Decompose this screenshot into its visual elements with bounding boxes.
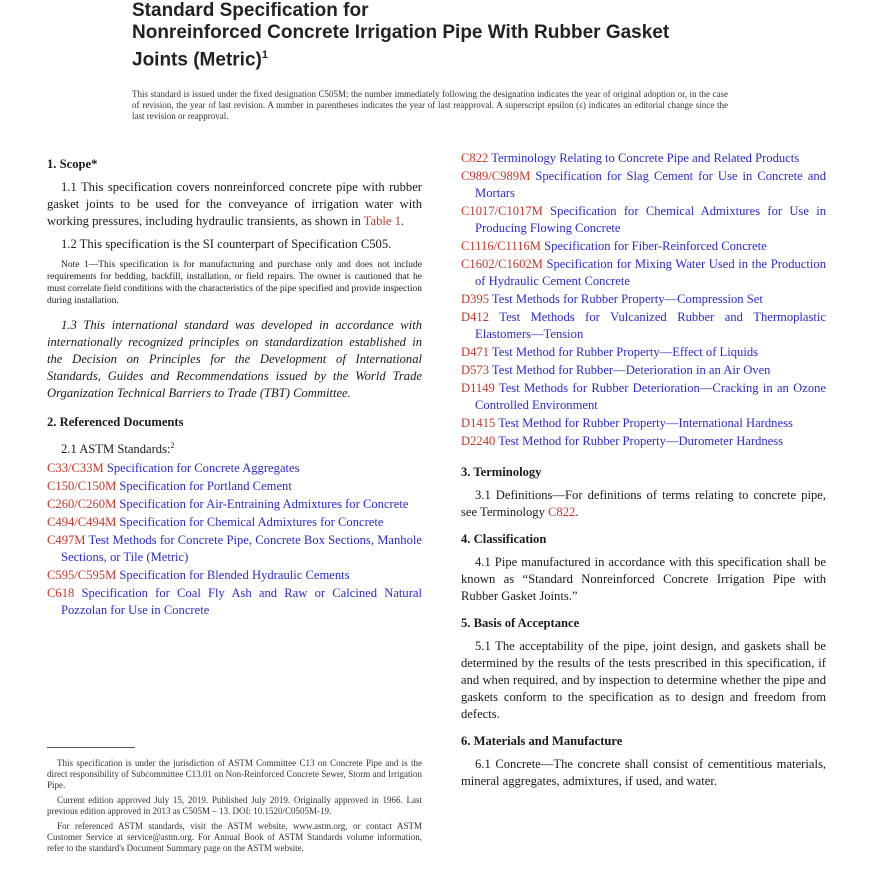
paragraph-3-1 bbox=[461, 487, 826, 521]
title-line-1: Standard Specification for bbox=[132, 0, 369, 21]
reference-item[interactable] bbox=[461, 362, 826, 379]
reference-code[interactable]: C33/C33M bbox=[47, 461, 104, 476]
reference-code[interactable]: D1149 bbox=[461, 381, 495, 395]
reference-item[interactable] bbox=[461, 309, 826, 343]
section-heading-materials: 6. Materials and Manufacture bbox=[461, 734, 623, 748]
section-heading-referenced-documents: 2. Referenced Documents bbox=[47, 415, 184, 429]
c822-link[interactable]: C822 bbox=[548, 505, 576, 519]
title-footnote-marker: 1 bbox=[261, 49, 268, 61]
section-heading-classification: 4. Classification bbox=[461, 532, 547, 546]
paragraph-3-1-end: . bbox=[575, 505, 579, 519]
reference-title[interactable]: Test Methods for Rubber Deterioration—Cracking in an Ozone Controlled Environment bbox=[475, 381, 826, 412]
reference-code[interactable]: D573 bbox=[461, 363, 489, 377]
reference-code[interactable]: C1017/C1017M bbox=[461, 204, 543, 218]
reference-item[interactable] bbox=[461, 380, 826, 414]
footnote-1: This specification is under the jurisdiction of ASTM Committee C13 on Concrete Pipe and is the direct responsibility of Subcommittee C13.01 on Non-Reinforced Concrete Sewer, Storm and Irrigation Pipe. bbox=[47, 758, 422, 790]
paragraph-4-1: 4.1 Pipe manufactured in accordance with this specification shall be known as “Standard Nonreinforced Concrete Irrigation Pipe with Rubber Gasket Joints.” bbox=[461, 555, 826, 603]
reference-item[interactable] bbox=[461, 344, 826, 361]
footnote-1-edition: Current edition approved July 15, 2019. Published July 2019. Originally approved in 1966. Last previous edition approved in 2013 as C505M – 13. DOI: 10.1520/C0505M-19. bbox=[47, 795, 422, 816]
reference-title[interactable]: Specification for Chemical Admixtures for Use in Producing Flowing Concrete bbox=[475, 204, 826, 235]
right-column bbox=[461, 150, 826, 796]
reference-item[interactable] bbox=[461, 150, 826, 167]
title-line-2: Nonreinforced Concrete Irrigation Pipe With Rubber Gasket bbox=[132, 22, 670, 43]
reference-code[interactable]: C822 bbox=[461, 151, 489, 165]
reference-item[interactable] bbox=[461, 291, 826, 308]
reference-title[interactable]: Specification for Air-Entraining Admixtures for Concrete bbox=[116, 497, 409, 512]
reference-item[interactable] bbox=[47, 514, 422, 531]
reference-code[interactable]: D1415 bbox=[461, 416, 496, 430]
reference-title[interactable]: Test Methods for Concrete Pipe, Concrete Box Sections, Manhole Sections, or Tile (Metric) bbox=[61, 533, 422, 565]
title-line-3-text: Joints (Metric) bbox=[132, 49, 262, 71]
reference-code[interactable]: D471 bbox=[461, 345, 489, 359]
reference-code[interactable]: C618 bbox=[47, 586, 75, 601]
reference-item[interactable] bbox=[47, 567, 422, 584]
reference-code[interactable]: C497M bbox=[47, 533, 86, 548]
designation-notice: This standard is issued under the fixed designation C505M; the number immediately following the designation indicates the year of original adoption or, in the case of revision, the year of last revision. A number in parentheses indicates the year of last reapproval. A superscript epsilon (ε) indicates an editorial change since the last revision or reapproval. bbox=[132, 89, 728, 121]
reference-title[interactable]: Test Methods for Vulcanized Rubber and Thermoplastic Elastomers—Tension bbox=[475, 310, 826, 341]
paragraph-6-1: 6.1 Concrete—The concrete shall consist of cementitious materials, mineral aggregates, admixtures, if used, and water. bbox=[461, 757, 826, 788]
reference-code[interactable]: D2240 bbox=[461, 434, 496, 448]
section-heading-terminology: 3. Terminology bbox=[461, 465, 542, 479]
reference-title[interactable]: Specification for Chemical Admixtures for Concrete bbox=[116, 515, 384, 530]
paragraph-3-1-text: 3.1 Definitions—For definitions of terms relating to concrete pipe, see Terminology bbox=[461, 488, 826, 519]
reference-title[interactable]: Test Method for Rubber—Deterioration in an Air Oven bbox=[489, 363, 771, 377]
paragraph-2-1-text: 2.1 ASTM Standards: bbox=[61, 442, 171, 457]
reference-item[interactable] bbox=[461, 168, 826, 202]
paragraph-5-1: 5.1 The acceptability of the pipe, joint design, and gaskets shall be determined by the results of the tests prescribed in this specification, if and when required, and by inspection to determine whether the pipe and gaskets conform to the specification as to design and freedom from defects. bbox=[461, 639, 826, 721]
reference-code[interactable]: C1116/C1116M bbox=[461, 239, 542, 253]
reference-title[interactable]: Terminology Relating to Concrete Pipe and Related Products bbox=[488, 151, 800, 165]
paragraph-2-1 bbox=[47, 437, 422, 458]
reference-item[interactable] bbox=[47, 496, 422, 513]
reference-item[interactable] bbox=[47, 532, 422, 566]
reference-item[interactable] bbox=[461, 415, 826, 432]
footnote-2: For referenced ASTM standards, visit the ASTM website, www.astm.org, or contact ASTM Customer Service at service@astm.org. For Annual Book of ASTM Standards volume information, refer to the standard's Document Summary page on the ASTM website. bbox=[47, 821, 422, 853]
reference-title[interactable]: Specification for Concrete Aggregates bbox=[103, 461, 300, 476]
left-reference-list bbox=[47, 460, 422, 619]
reference-title[interactable]: Test Methods for Rubber Property—Compression Set bbox=[489, 292, 763, 306]
table-1-link[interactable]: Table 1 bbox=[363, 214, 401, 228]
reference-code[interactable]: C989/C989M bbox=[461, 169, 531, 183]
reference-title[interactable]: Specification for Coal Fly Ash and Raw or Calcined Natural Pozzolan for Use in Concrete bbox=[61, 586, 422, 618]
footnote-2-marker: 2 bbox=[170, 441, 175, 450]
reference-item[interactable] bbox=[461, 203, 826, 237]
paragraph-1-2: 1.2 This specification is the SI counterpart of Specification C505. bbox=[61, 237, 392, 251]
reference-item[interactable] bbox=[47, 460, 422, 477]
right-reference-list bbox=[461, 150, 826, 450]
title-line-3 bbox=[132, 44, 832, 71]
section-heading-scope: 1. Scope* bbox=[47, 157, 98, 171]
title-block bbox=[132, 0, 832, 71]
reference-code[interactable]: C260/C260M bbox=[47, 497, 117, 512]
section-heading-basis-of-acceptance: 5. Basis of Acceptance bbox=[461, 616, 580, 630]
reference-title[interactable]: Specification for Fiber-Reinforced Concrete bbox=[541, 239, 767, 253]
reference-title[interactable]: Test Method for Rubber Property—Durometer Hardness bbox=[495, 434, 784, 448]
paragraph-1-1 bbox=[47, 179, 422, 230]
footnote-divider bbox=[47, 747, 135, 748]
reference-item[interactable] bbox=[461, 433, 826, 450]
reference-code[interactable]: C595/C595M bbox=[47, 568, 117, 583]
reference-title[interactable]: Test Method for Rubber Property—International Hardness bbox=[495, 416, 793, 430]
reference-code[interactable]: C150/C150M bbox=[47, 479, 117, 494]
paragraph-1-3: 1.3 This international standard was developed in accordance with internationally recognized principles on standardization established in the Decision on Principles for the Development of International Standards, Guides and Recommendations issued by the World Trade Organization Technical Barriers to Trade (TBT) Committee. bbox=[47, 318, 422, 400]
reference-title[interactable]: Specification for Portland Cement bbox=[116, 479, 292, 494]
reference-code[interactable]: C494/C494M bbox=[47, 515, 117, 530]
reference-title[interactable]: Specification for Slag Cement for Use in Concrete and Mortars bbox=[475, 169, 826, 200]
reference-title[interactable]: Test Method for Rubber Property—Effect of Liquids bbox=[489, 345, 759, 359]
left-column bbox=[47, 150, 422, 620]
reference-title[interactable]: Specification for Mixing Water Used in the Production of Hydraulic Cement Concrete bbox=[475, 257, 826, 288]
reference-item[interactable] bbox=[461, 238, 826, 255]
paragraph-1-1-text: 1.1 This specification covers nonreinforced concrete pipe with rubber gasket joints to be used for the conveyance of irrigation water with working pressures, including hydraulic transients, as shown in bbox=[47, 180, 422, 228]
reference-item[interactable] bbox=[461, 256, 826, 290]
reference-code[interactable]: D395 bbox=[461, 292, 489, 306]
reference-item[interactable] bbox=[47, 585, 422, 619]
paragraph-1-1-end: . bbox=[400, 214, 405, 228]
reference-code[interactable]: C1602/C1602M bbox=[461, 257, 543, 271]
reference-item[interactable] bbox=[47, 478, 422, 495]
reference-title[interactable]: Specification for Blended Hydraulic Cements bbox=[116, 568, 350, 583]
footnotes bbox=[47, 758, 422, 858]
note-1: Note 1—This specification is for manufacturing and purchase only and does not include requirements for bedding, backfill, installation, or field repairs. The owner is cautioned that he must correlate field conditions with the characteristics of the pipe specified and provide inspection during installation. bbox=[47, 260, 422, 306]
reference-code[interactable]: D412 bbox=[461, 310, 489, 324]
